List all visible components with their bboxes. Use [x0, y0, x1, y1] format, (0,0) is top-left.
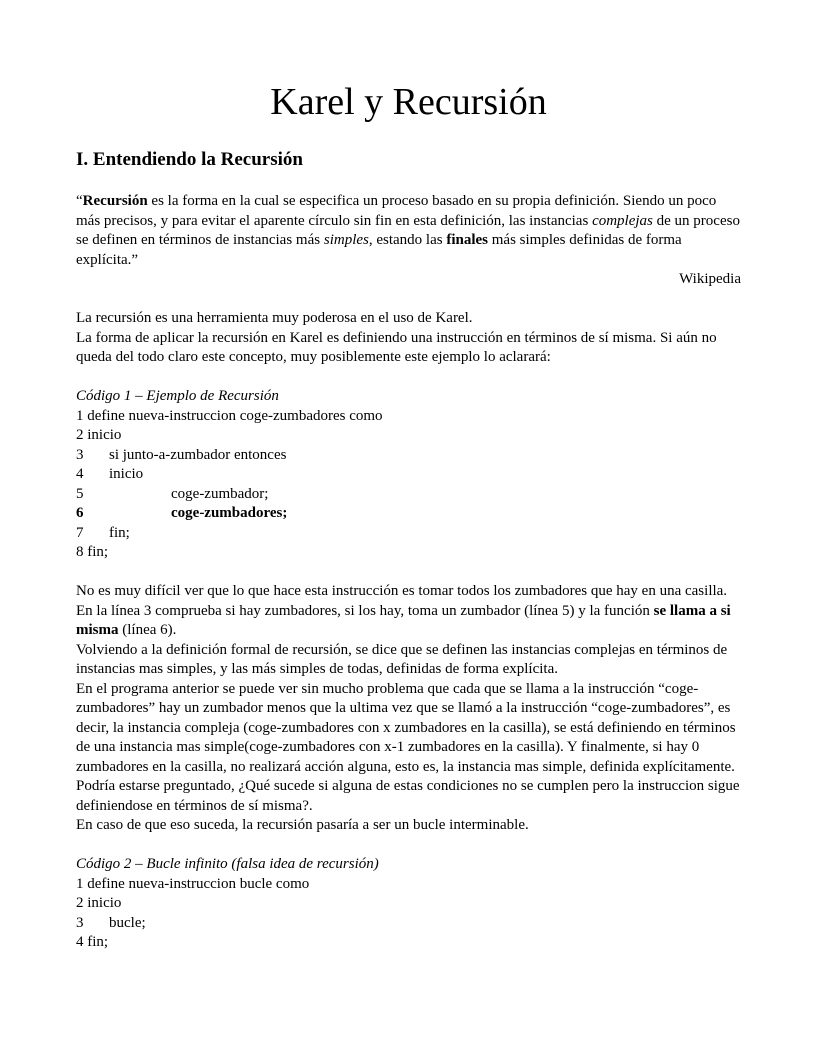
explanation-paragraph-2: Volviendo a la definición formal de recursión, se dice que se definen las instancias complejas en términos de instancias mas simples, y las más simples de todas, definidas de forma explícita.: [76, 641, 728, 677]
explanation-paragraph-3: En el programa anterior se puede ver sin mucho problema que cada que se llama a la instrucción “coge-zumbadores” hay un zumbador menos que la ultima vez que se llamó a la instrucción “coge-zumbadores”, es decir, la instancia compleja (coge-zumbadores con x zumbadores en la casilla), se está definiendo en términos de una instancia mas simple(coge-zumbadores con x-1 zumbadores en la casilla). Y finalmente, si hay 0 zumbadores en la casilla, no realizará acción alguna, esto es, la instancia mas simple, definida explícitamente.: [76, 680, 736, 775]
line-text: inicio: [109, 466, 144, 482]
line-text: fin;: [87, 544, 109, 560]
quote-term-bold: Recursión: [82, 193, 148, 209]
line-text: define nueva-instruccion bucle como: [87, 875, 310, 892]
code1-caption: Código 1 – Ejemplo de Recursión: [76, 388, 279, 404]
code-line: [76, 543, 741, 563]
line-text: coge-zumbador;: [171, 485, 269, 502]
code2-caption: Código 2 – Bucle infinito (falsa idea de recursión): [76, 856, 379, 872]
code-line: [76, 426, 741, 446]
quote-bold-finales: finales: [446, 232, 489, 248]
quote-attribution: Wikipedia: [679, 271, 741, 287]
line-text: fin;: [87, 934, 109, 950]
quote-open: “: [76, 193, 83, 209]
line-number: 1: [76, 407, 84, 424]
line-number: 3: [76, 914, 84, 931]
quote-text: , estando las: [368, 232, 447, 248]
line-text: inicio: [87, 427, 122, 443]
line-text: bucle;: [109, 914, 146, 931]
explanation-paragraph-1: [76, 582, 741, 641]
intro-paragraph-2: La forma de aplicar la recursión en Karel es definiendo una instrucción en términos de sí misma. Si aún no queda del todo claro este concepto, muy posiblemente este ejemplo lo aclarará:: [76, 329, 717, 365]
intro-paragraph-1: La recursión es una herramienta muy poderosa en el uso de Karel.: [76, 310, 473, 326]
line-number: 5: [76, 485, 84, 502]
code2-block: [76, 875, 741, 953]
code-line: [76, 465, 741, 485]
quote-text: es la forma en la cual se especifica un proceso basado en su propia definición. Siendo un poco más precisos, y para evitar el aparente círculo sin fin en esta definición, las instancias: [76, 193, 717, 229]
code-line: [76, 933, 741, 953]
explanation-text: No es muy difícil ver que lo que hace esta instrucción es tomar todos los zumbadores que hay en una casilla. En la línea 3 comprueba si hay zumbadores, si los hay, toma un zumbador (línea 5) y la función: [76, 583, 728, 619]
section-heading: I. Entendiendo la Recursión: [76, 149, 303, 170]
code-line: [76, 875, 741, 895]
code-line: [76, 407, 741, 427]
line-text: inicio: [87, 895, 122, 911]
code-line: [76, 446, 741, 466]
line-text: define nueva-instruccion coge-zumbadores como: [87, 407, 383, 424]
explanation-paragraph-4: Podría estarse preguntado, ¿Qué sucede si alguna de estas condiciones no se cumplen pero la instruccion sigue definiendose en términos de sí misma?.: [76, 778, 740, 814]
line-number: 1: [76, 875, 84, 892]
quote-text: más simples definidas de forma explícita.”: [76, 232, 682, 268]
line-text: coge-zumbadores;: [171, 505, 288, 521]
line-text: si junto-a-zumbador entonces: [109, 446, 287, 463]
quote-text: de un proceso se definen en términos de instancias más: [76, 212, 740, 248]
quote-italic-simples: simples: [323, 232, 369, 248]
wikipedia-quote: [76, 192, 741, 270]
line-number: 7: [76, 524, 84, 541]
line-number: 4: [76, 466, 84, 482]
line-number: 2: [76, 895, 84, 911]
line-number: 2: [76, 427, 84, 443]
code-line: [76, 894, 741, 914]
explanation-bold: se llama a si misma: [76, 602, 731, 638]
code1-block: [76, 407, 741, 563]
code-line-recursive-call: [76, 504, 741, 524]
line-text: fin;: [109, 524, 130, 541]
document-page: [76, 0, 741, 953]
code-line: [76, 485, 741, 505]
explanation-text: (línea 6).: [118, 622, 177, 638]
line-number: 8: [76, 544, 84, 560]
line-number: 3: [76, 446, 84, 463]
quote-italic-complejas: complejas: [592, 212, 653, 229]
document-title: Karel y Recursión: [270, 81, 547, 123]
line-number: 6: [76, 505, 84, 521]
explanation-paragraph-5: En caso de que eso suceda, la recursión pasaría a ser un bucle interminable.: [76, 817, 529, 833]
line-number: 4: [76, 934, 84, 950]
code-line: [76, 524, 741, 544]
code-line: [76, 914, 741, 934]
